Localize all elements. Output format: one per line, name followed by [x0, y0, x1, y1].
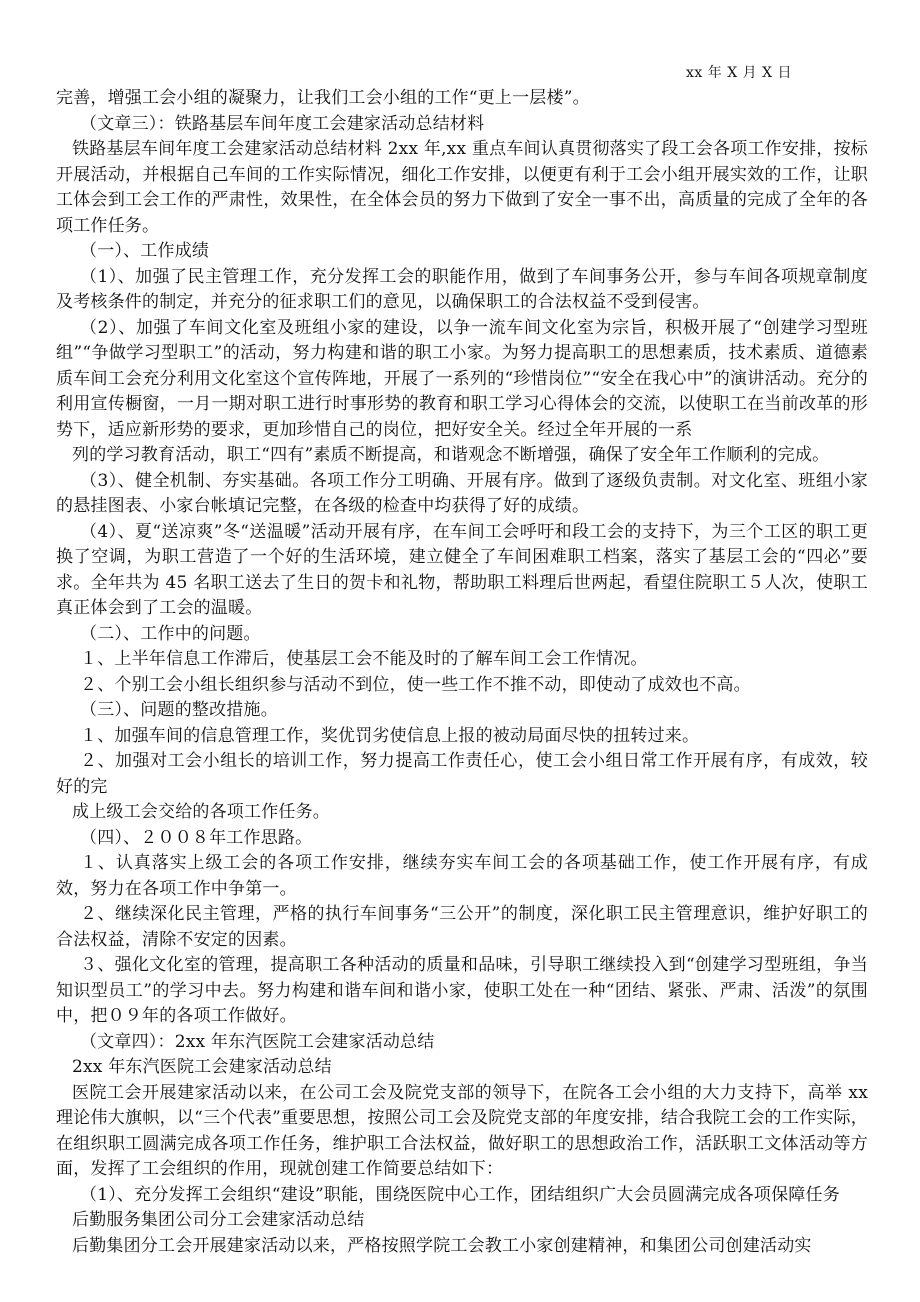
paragraph: 2xx 年东汽医院工会建家活动总结 — [72, 1057, 332, 1077]
paragraph: ２、加强对工会小组长的培训工作，努力提高工作责任心，使工会小组日常工作开展有序，有成效，较好的完 — [56, 751, 868, 797]
paragraph: （文章三）：铁路基层车间年度工会建家活动总结材料 — [80, 113, 485, 134]
paragraph: （1）、充分发挥工会组织“建设”职能，围绕医院中心工作，团结组织广大会员圆满完成各项保障任务 — [80, 1184, 840, 1205]
paragraph: （2）、加强了车间文化室及班组小家的建设，以争一流车间文化室为宗旨，积极开展了“创建学习型班组”“争做学习型职工”的活动，努力构建和谐的职工小家。为努力提高职工的思想素质，技术素质、道德素质车间工会充分利用文化室这个宣传阵地，开展了一系列的“珍惜岗位”“安全在我心中”的演讲活动。充分的利用宣传橱窗，一月一期对职工进行时事形势的教育和职工学习心得体会的交流，以使职工在当前改革的形势下，适应新形势的要求，更加珍惜自己的岗位，把好安全关。经过全年开展的一系 — [56, 317, 868, 440]
paragraph: 完善，增强工会小组的凝聚力，让我们工会小组的工作“更上一层楼”。 — [56, 88, 590, 108]
document-body — [56, 86, 868, 1259]
paragraph: 医院工会开展建家活动以来，在公司工会及院党支部的领导下，在院各工会小组的大力支持下，高举 xx 理论伟大旗帜，以“三个代表”重要思想，按照公司工会及院党支部的年度安排，结合我院工会的工作实际，在组织职工圆满完成各项工作任务，维护职工合法权益，做好职工的思想政治工作，活跃职工文体活动等方面，发挥了工会组织的作用，现就创建工作简要总结如下： — [56, 1082, 868, 1179]
paragraph: ２、继续深化民主管理，严格的执行车间事务“三公开”的制度，深化职工民主管理意识，维护好职工的合法权益，清除不安定的因素。 — [56, 904, 868, 950]
paragraph: （四）、２００８年工作思路。 — [80, 827, 313, 848]
paragraph: （1）、加强了民主管理工作，充分发挥工会的职能作用，做到了车间事务公开，参与车间各项规章制度及考核条件的制定，并充分的征求职工们的意见，以确保职工的合法权益不受到侵害。 — [56, 266, 868, 312]
paragraph: １、加强车间的信息管理工作，奖优罚劣使信息上报的被动局面尽快的扭转过来。 — [80, 725, 700, 746]
paragraph: １、认真落实上级工会的各项工作安排，继续夯实车间工会的各项基础工作，使工作开展有序，有成效，努力在各项工作中争第一。 — [56, 853, 868, 899]
paragraph: １、上半年信息工作滞后，使基层工会不能及时的了解车间工会工作情况。 — [80, 649, 648, 669]
paragraph: 后勤服务集团公司分工会建家活动总结 — [72, 1210, 365, 1230]
paragraph: （3）、健全机制、夯实基础。各项工作分工明确、开展有序。做到了逐级负责制。对文化室、班组小家的悬挂图表、小家台帐填记完整，在各级的检查中均获得了好的成绩。 — [56, 470, 868, 516]
paragraph: （三）、问题的整改措施。 — [80, 700, 278, 720]
paragraph: 列的学习教育活动，职工“四有”素质不断提高，和谐观念不断增强，确保了安全年工作顺利的完成。 — [72, 445, 830, 465]
paragraph: （文章四）：2xx 年东汽医院工会建家活动总结 — [80, 1031, 435, 1052]
paragraph: 成上级工会交给的各项工作任务。 — [72, 802, 330, 822]
paragraph: 铁路基层车间年度工会建家活动总结材料 2xx 年,xx 重点车间认真贯彻落实了段工会各项工作安排，按标开展活动，并根据自己车间的工作实际情况，细化工作安排，以便更有利于工会小组开展实效的工作，让职工体会到工会工作的严肃性，效果性，在全体会员的努力下做到了安全一事不出，高质量的完成了全年的各项工作任务。 — [56, 139, 868, 236]
paragraph: （一）、工作成绩 — [80, 241, 210, 261]
header-date: xx 年 X 月 X 日 — [686, 65, 792, 81]
paragraph: （4）、夏“送凉爽”冬“送温暖”活动开展有序，在车间工会呼吁和段工会的支持下，为三个工区的职工更换了空调，为职工营造了一个好的生活环境，建立健全了车间困难职工档案，落实了基层工会的“四必”要求。全年共为 45 名职工送去了生日的贺卡和礼物，帮助职工料理后世两起，看望住院职工５人次，使职工真正体会到了工会的温暖。 — [56, 521, 868, 618]
paragraph: ２、个别工会小组长组织参与活动不到位，使一些工作不推不动，即使动了成效也不高。 — [80, 674, 751, 695]
paragraph: 后勤集团分工会开展建家活动以来，严格按照学院工会教工小家创建精神，和集团公司创建活动实 — [72, 1235, 812, 1256]
paragraph: ３、强化文化室的管理，提高职工各种活动的质量和品味，引导职工继续投入到“创建学习型班组，争当知识型员工”的学习中去。努力构建和谐车间和谐小家，使职工处在一种“团结、紧张、严肃、活泼”的氛围中，把０９年的各项工作做好。 — [56, 955, 868, 1026]
paragraph: （二）、工作中的问题。 — [80, 623, 261, 644]
